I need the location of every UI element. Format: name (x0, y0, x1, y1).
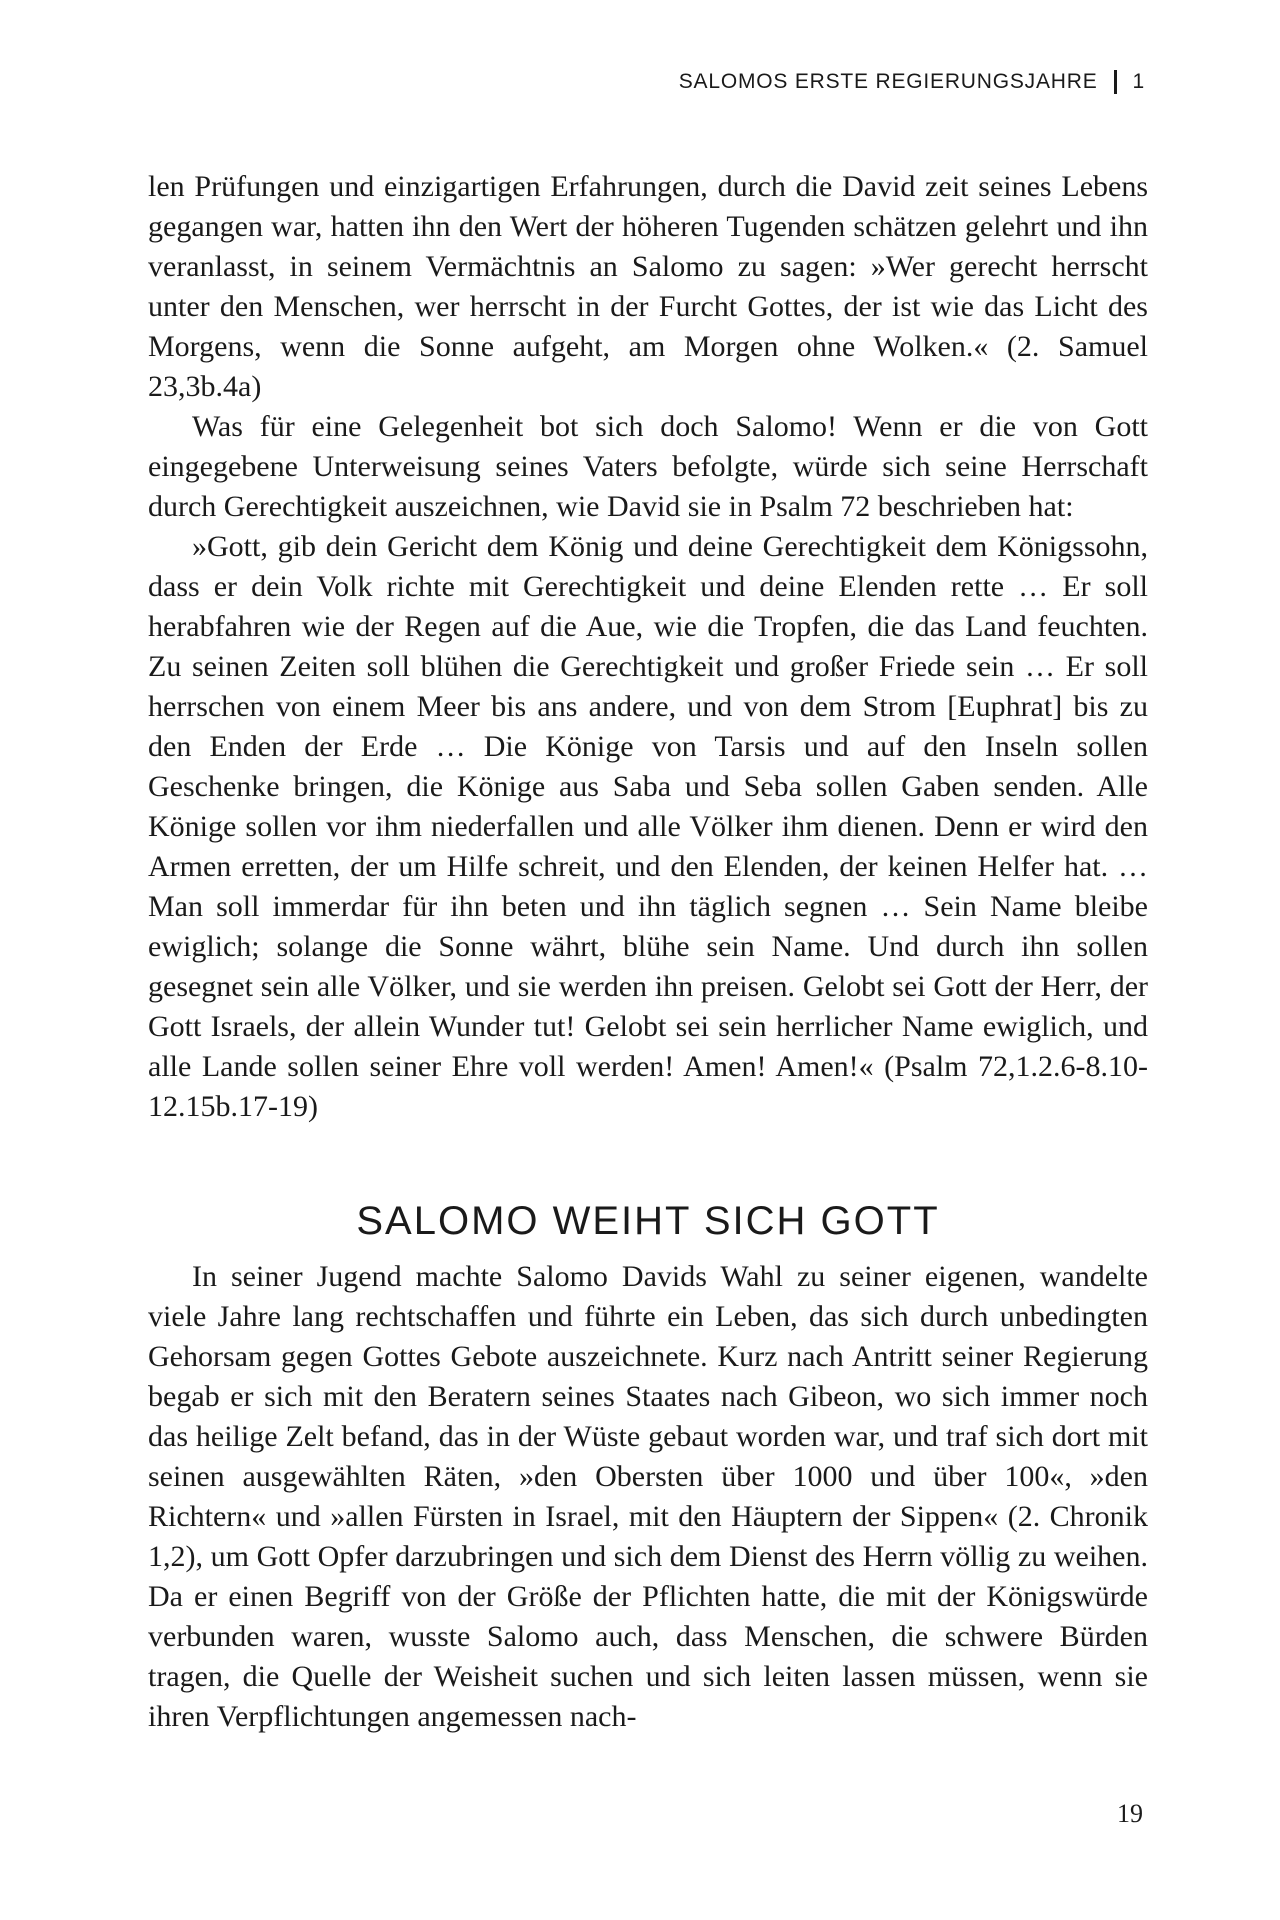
paragraph: Was für eine Gelegenheit bot sich doch Salomo! Wenn er die von Gott eingegebene Unterweisung seines Vaters befolgte, würde sich seine Herrschaft durch Gerechtigkeit auszeichnen, wie David sie in Psalm 72 beschrieben hat: (148, 410, 1148, 523)
running-head-divider (1114, 70, 1117, 94)
paragraph-continuation: len Prüfungen und einzigartigen Erfahrungen, durch die David zeit seines Lebens gegangen war, hatten ihn den Wert der höheren Tugenden schätzen gelehrt und ihn veranlasst, in seinem Vermächtnis an Salomo zu sagen: »Wer gerecht herrscht unter den Menschen, wer herrscht in der Furcht Gottes, der ist wie das Licht des Morgens, wenn die Sonne aufgeht, am Morgen ohne Wolken.« (2. Samuel 23,3b.4a) (148, 170, 1148, 403)
running-head (679, 70, 1145, 94)
chapter-number: 1 (1132, 70, 1145, 93)
section-heading: SALOMO WEIHT SICH GOTT (356, 1199, 940, 1243)
page-number: 19 (1117, 1799, 1143, 1828)
paragraph: In seiner Jugend machte Salomo Davids Wahl zu seiner eigenen, wandelte viele Jahre lang rechtschaffen und führte ein Leben, das sich durch unbedingten Gehorsam gegen Gottes Gebote auszeichnete. Kurz nach Antritt seiner Regierung begab er sich mit den Beratern seines Staates nach Gibeon, wo sich immer noch das heilige Zelt befand, das in der Wüste gebaut worden war, und traf sich dort mit seinen ausgewählten Räten, »den Obersten über 1000 und über 100«, »den Richtern« und »allen Fürsten in Israel, mit den Häuptern der Sippen« (2. Chronik 1,2), um Gott Opfer darzubringen und sich dem Dienst des Herrn völlig zu weihen. Da er einen Begriff von der Größe der Pflichten hatte, die mit der Königswürde verbunden waren, wusste Salomo auch, dass Menschen, die schwere Bürden tragen, die Quelle der Weisheit suchen und sich leiten lassen müssen, wenn sie ihren Verpflichtungen angemessen nach- (148, 1260, 1148, 1733)
running-head-title: SALOMOS ERSTE REGIERUNGSJAHRE (678, 70, 1098, 93)
psalm-quote: »Gott, gib dein Gericht dem König und deine Gerechtigkeit dem Königssohn, dass er dein Volk richte mit Gerechtigkeit und deine Elenden rette … Er soll herabfahren wie der Regen auf die Aue, wie die Tropfen, die das Land feuchten. Zu seinen Zeiten soll blühen die Gerechtigkeit und großer Friede sein … Er soll herrschen von einem Meer bis ans andere, und von dem Strom [Euphrat] bis zu den Enden der Erde … Die Könige von Tarsis und auf den Inseln sollen Geschenke bringen, die Könige aus Saba und Seba sollen Gaben senden. Alle Könige sollen vor ihm niederfallen und alle Völker ihm dienen. Denn er wird den Armen erretten, der um Hilfe schreit, und den Elenden, der keinen Helfer hat. … Man soll immerdar für ihn beten und ihn täglich segnen … Sein Name bleibe ewiglich; solange die Sonne währt, blühe sein Name. Und durch ihn sollen gesegnet sein alle Völker, und sie werden ihn preisen. Gelobt sei Gott der Herr, der Gott Israels, der allein Wunder tut! Gelobt sei sein herrlicher Name ewiglich, und alle Lande sollen seiner Ehre voll werden! Amen! Amen!« (Psalm 72,1.2.6-8.10-12.15b.17-19) (148, 530, 1148, 1123)
page-body (148, 167, 1148, 1737)
